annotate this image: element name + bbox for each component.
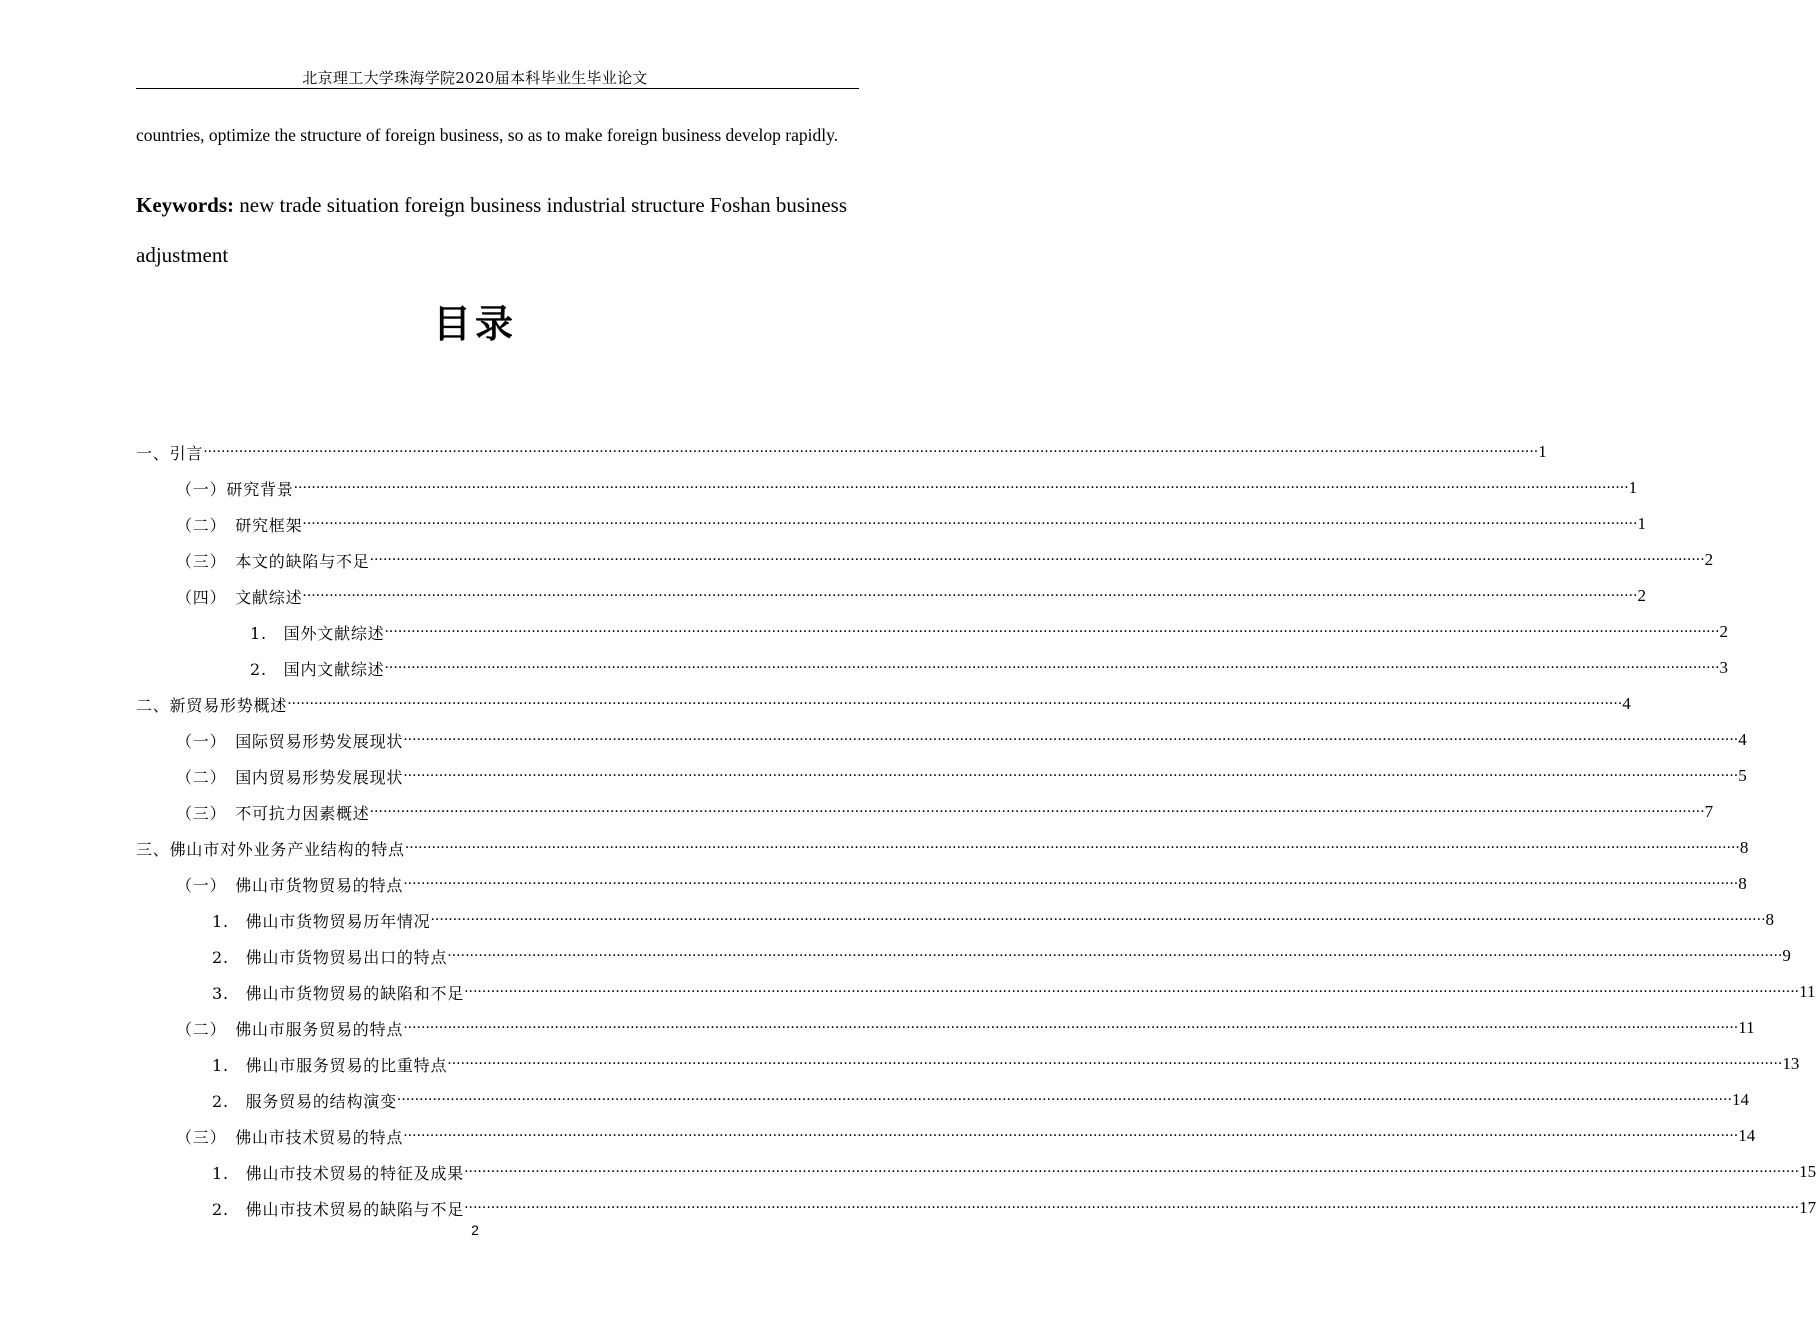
toc-entry-title: （四） 文献综述 xyxy=(176,587,303,607)
toc-entry[interactable] xyxy=(250,620,1729,644)
toc-entry[interactable] xyxy=(136,440,1547,464)
keywords-paragraph xyxy=(136,180,859,280)
toc-leader-dots: ············································································································································································································································································································ xyxy=(464,984,1800,1000)
toc-leader-dots: ············································································································································································································································································································ xyxy=(464,1200,1800,1216)
toc-leader-dots: ············································································································································································································································································································ xyxy=(403,876,1739,892)
toc-entry-page: 8 xyxy=(1765,910,1775,929)
toc-entry[interactable] xyxy=(136,836,1749,860)
toc-entry[interactable] xyxy=(212,980,1816,1004)
toc-leader-dots: ············································································································································································································································································································ xyxy=(447,948,1783,964)
toc-entry-page: 9 xyxy=(1782,946,1791,965)
toc-entry[interactable] xyxy=(176,476,1638,500)
toc-leader-dots: ············································································································································································································································································································ xyxy=(430,912,1766,928)
toc-entry-title: 3. 佛山市货物贸易的缺陷和不足 xyxy=(212,983,465,1003)
toc-entry-title: 三、佛山市对外业务产业结构的特点 xyxy=(136,839,405,859)
toc-entry-title: 1. 佛山市技术贸易的特征及成果 xyxy=(212,1163,465,1183)
toc-entry-title: 一、引言 xyxy=(136,443,204,463)
toc-entry-page: 17 xyxy=(1799,1198,1816,1217)
toc-leader-dots: ············································································································································································································································································································ xyxy=(369,804,1705,820)
running-header: 北京理工大学珠海学院2020届本科毕业生毕业论文 xyxy=(302,69,648,87)
toc-entry-title: 二、新贸易形势概述 xyxy=(136,695,288,715)
toc-leader-dots: ············································································································································································································································································································ xyxy=(403,1128,1739,1144)
toc-entry[interactable] xyxy=(176,872,1747,896)
toc-entry[interactable] xyxy=(212,1160,1816,1184)
toc-entry-title: 1. 国外文献综述 xyxy=(250,623,385,643)
toc-entry-page: 11 xyxy=(1799,982,1816,1001)
toc-leader-dots: ············································································································································································································································································································ xyxy=(403,732,1739,748)
toc-entry-page: 1 xyxy=(1637,514,1646,533)
toc-entry[interactable] xyxy=(176,548,1714,572)
toc-entry[interactable] xyxy=(176,800,1714,824)
toc-entry-title: 2. 佛山市货物贸易出口的特点 xyxy=(212,947,448,967)
toc-title: 目录 xyxy=(432,302,517,346)
toc-entry-title: 1. 佛山市服务贸易的比重特点 xyxy=(212,1055,448,1075)
toc-leader-dots: ············································································································································································································································································································ xyxy=(447,1056,1783,1072)
toc-entry-page: 8 xyxy=(1738,874,1747,893)
toc-leader-dots: ············································································································································································································································································································ xyxy=(403,1020,1739,1036)
toc-leader-dots: ············································································································································································································································································································ xyxy=(403,768,1739,784)
toc-leader-dots: ············································································································································································································································································································ xyxy=(302,588,1638,604)
abstract-continuation: countries, optimize the structure of foreign business, so as to make foreign business develop rapidly. xyxy=(136,125,839,145)
toc-entry-page: 2 xyxy=(1719,622,1729,641)
toc-entry-page: 5 xyxy=(1738,766,1747,785)
toc-entry-title: 2. 服务贸易的结构演变 xyxy=(212,1091,397,1111)
toc-entry[interactable] xyxy=(250,656,1729,680)
toc-entry-page: 8 xyxy=(1739,838,1749,857)
toc-entry-page: 3 xyxy=(1719,658,1729,677)
toc-entry[interactable] xyxy=(212,908,1775,932)
toc-entry-title: （三） 佛山市技术贸易的特点 xyxy=(176,1127,404,1147)
toc-entry[interactable] xyxy=(212,944,1791,968)
toc-entry-page: 4 xyxy=(1738,730,1747,749)
keywords-label: Keywords: xyxy=(136,193,234,217)
toc-entry-title: （三） 不可抗力因素概述 xyxy=(176,803,370,823)
toc-entry-title: 2. 国内文献综述 xyxy=(250,659,385,679)
page-number: 2 xyxy=(471,1222,479,1238)
toc-entry[interactable] xyxy=(176,512,1646,536)
toc-entry-page: 13 xyxy=(1782,1054,1800,1073)
toc-entry-title: （二） 国内贸易形势发展现状 xyxy=(176,767,404,787)
toc-entry-page: 14 xyxy=(1738,1126,1756,1145)
toc-leader-dots: ············································································································································································································································································································ xyxy=(396,1092,1732,1108)
toc-entry-title: （一） 佛山市货物贸易的特点 xyxy=(176,875,404,895)
toc-leader-dots: ············································································································································································································································································································ xyxy=(287,696,1623,712)
toc-leader-dots: ············································································································································································································································································································ xyxy=(464,1164,1800,1180)
keywords-text: new trade situation foreign business industrial structure Foshan business adjustment xyxy=(136,193,847,267)
toc-entry-title: （一） 国际贸易形势发展现状 xyxy=(176,731,404,751)
toc-leader-dots: ············································································································································································································································································································ xyxy=(384,624,1720,640)
toc-leader-dots: ············································································································································································································································································································ xyxy=(203,444,1539,460)
toc-entry-page: 1 xyxy=(1628,478,1638,497)
header-rule xyxy=(136,88,859,89)
toc-entry[interactable] xyxy=(136,692,1631,716)
toc-entry-page: 14 xyxy=(1731,1090,1749,1109)
toc-leader-dots: ············································································································································································································································································································ xyxy=(369,552,1705,568)
toc-entry-title: 2. 佛山市技术贸易的缺陷与不足 xyxy=(212,1199,465,1219)
toc-leader-dots: ············································································································································································································································································································ xyxy=(293,480,1629,496)
toc-entry-page: 11 xyxy=(1738,1018,1755,1037)
toc-leader-dots: ············································································································································································································································································································ xyxy=(384,660,1720,676)
toc-entry-title: （二） 佛山市服务贸易的特点 xyxy=(176,1019,404,1039)
toc-entry[interactable] xyxy=(176,764,1747,788)
toc-entry[interactable] xyxy=(176,728,1747,752)
toc-entry-title: （二） 研究框架 xyxy=(176,515,303,535)
toc-entry-page: 2 xyxy=(1637,586,1646,605)
toc-entry-title: （三） 本文的缺陷与不足 xyxy=(176,551,370,571)
toc-entry-page: 15 xyxy=(1799,1162,1816,1181)
toc-entry[interactable] xyxy=(212,1052,1800,1076)
toc-entry-page: 1 xyxy=(1538,442,1547,461)
toc-entry-page: 2 xyxy=(1704,550,1714,569)
toc-entry-page: 4 xyxy=(1622,694,1631,713)
toc-entry-title: （一）研究背景 xyxy=(176,479,294,499)
toc-leader-dots: ············································································································································································································································································································ xyxy=(302,516,1638,532)
toc-entry[interactable] xyxy=(212,1196,1816,1220)
toc-entry-title: 1. 佛山市货物贸易历年情况 xyxy=(212,911,431,931)
toc-entry[interactable] xyxy=(176,1016,1755,1040)
toc-entry-page: 7 xyxy=(1704,802,1714,821)
toc-leader-dots: ············································································································································································································································································································ xyxy=(404,840,1740,856)
toc-entry[interactable] xyxy=(176,1124,1756,1148)
toc-entry[interactable] xyxy=(212,1088,1749,1112)
toc-entry[interactable] xyxy=(176,584,1646,608)
